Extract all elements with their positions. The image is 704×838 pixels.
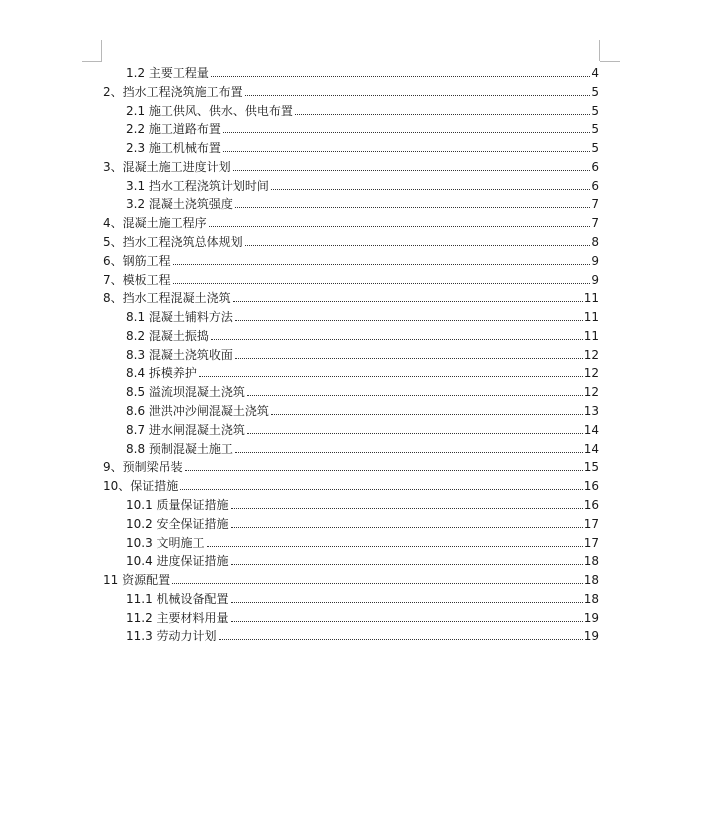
toc-entry-page-number: 11: [583, 291, 599, 306]
toc-entry-page-number: 7: [591, 216, 599, 231]
toc-entry-page-number: 12: [583, 385, 599, 400]
toc-entry-title: 8.8 预制混凝土施工: [126, 441, 233, 456]
toc-entry-title: 2.1 施工供风、供水、供电布置: [126, 103, 293, 118]
toc-entry-page-number: 5: [591, 122, 599, 137]
dot-leader: [172, 583, 583, 584]
toc-entry-page-number: 13: [583, 404, 599, 419]
toc-entry-title: 3.1 挡水工程浇筑计划时间: [126, 178, 269, 193]
toc-entry[interactable]: [126, 494, 599, 512]
dot-leader: [219, 639, 583, 640]
toc-entry[interactable]: [103, 231, 599, 249]
toc-entry-title: 6、钢筋工程: [103, 253, 171, 268]
toc-entry-title: 8.7 进水闸混凝土浇筑: [126, 422, 245, 437]
dot-leader: [231, 564, 583, 565]
toc-entry-title: 2、挡水工程浇筑施工布置: [103, 84, 243, 99]
toc-entry-page-number: 5: [591, 141, 599, 156]
dot-leader: [231, 508, 583, 509]
toc-entry-title: 10.2 安全保证措施: [126, 516, 229, 531]
toc-entry-title: 10.1 质量保证措施: [126, 497, 229, 512]
toc-entry[interactable]: [126, 513, 599, 531]
toc-entry[interactable]: [126, 400, 599, 418]
toc-entry-page-number: 17: [583, 516, 599, 531]
toc-entry-page-number: 18: [583, 573, 599, 588]
toc-entry-page-number: 5: [591, 103, 599, 118]
toc-entry-title: 3.2 混凝土浇筑强度: [126, 197, 233, 212]
toc-entry-page-number: 7: [591, 197, 599, 212]
dot-leader: [247, 395, 583, 396]
toc-entry[interactable]: [126, 532, 599, 550]
toc-entry-page-number: 5: [591, 84, 599, 99]
toc-entry-title: 3、混凝土施工进度计划: [103, 159, 231, 174]
toc-entry[interactable]: [103, 569, 599, 587]
toc-entry-title: 8.2 混凝土振捣: [126, 328, 209, 343]
dot-leader: [235, 452, 583, 453]
toc-entry-title: 8.3 混凝土浇筑收面: [126, 347, 233, 362]
toc-entry-title: 2.2 施工道路布置: [126, 122, 221, 137]
toc-entry-page-number: 12: [583, 347, 599, 362]
toc-entry[interactable]: [103, 269, 599, 287]
toc-entry[interactable]: [126, 344, 599, 362]
toc-entry-page-number: 11: [583, 310, 599, 325]
toc-entry[interactable]: [126, 193, 599, 211]
toc-entry-title: 11.2 主要材料用量: [126, 610, 229, 625]
toc-entry[interactable]: [103, 456, 599, 474]
dot-leader: [199, 376, 583, 377]
toc-entry-page-number: 6: [591, 159, 599, 174]
toc-entry-title: 10、保证措施: [103, 479, 179, 494]
dot-leader: [271, 414, 583, 415]
dot-leader: [235, 207, 590, 208]
toc-entry-title: 8.4 拆模养护: [126, 366, 197, 381]
dot-leader: [209, 226, 591, 227]
toc-entry[interactable]: [126, 62, 599, 80]
toc-entry-page-number: 14: [583, 441, 599, 456]
dot-leader: [233, 301, 583, 302]
toc-entry[interactable]: [126, 362, 599, 380]
toc-entry-page-number: 12: [583, 366, 599, 381]
toc-entry[interactable]: [103, 156, 599, 174]
toc-entry[interactable]: [126, 175, 599, 193]
toc-entry[interactable]: [103, 475, 599, 493]
toc-entry-page-number: 9: [591, 253, 599, 268]
toc-entry-page-number: 9: [591, 272, 599, 287]
toc-entry-title: 8.1 混凝土铺料方法: [126, 310, 233, 325]
dot-leader: [185, 470, 583, 471]
dot-leader: [235, 320, 583, 321]
toc-entry[interactable]: [126, 325, 599, 343]
toc-entry-title: 8、挡水工程混凝土浇筑: [103, 291, 231, 306]
toc-entry-title: 4、混凝土施工程序: [103, 216, 207, 231]
dot-leader: [207, 546, 583, 547]
dot-leader: [223, 132, 590, 133]
toc-entry[interactable]: [126, 625, 599, 643]
toc-entry-page-number: 18: [583, 554, 599, 569]
toc-entry[interactable]: [126, 550, 599, 568]
toc-entry-title: 8.6 泄洪冲沙闸混凝土浇筑: [126, 404, 269, 419]
dot-leader: [233, 170, 591, 171]
toc-entry[interactable]: [103, 250, 599, 268]
dot-leader: [211, 339, 583, 340]
dot-leader: [211, 76, 590, 77]
toc-entry-title: 8.5 溢流坝混凝土浇筑: [126, 385, 245, 400]
toc-entry[interactable]: [126, 607, 599, 625]
toc-entry[interactable]: [103, 287, 599, 305]
toc-entry-page-number: 15: [583, 460, 599, 475]
dot-leader: [180, 489, 582, 490]
toc-entry-page-number: 17: [583, 535, 599, 550]
toc-entry-title: 2.3 施工机械布置: [126, 141, 221, 156]
dot-leader: [231, 621, 583, 622]
toc-entry[interactable]: [126, 419, 599, 437]
dot-leader: [271, 189, 590, 190]
toc-entry-title: 7、模板工程: [103, 272, 171, 287]
dot-leader: [231, 527, 583, 528]
toc-entry[interactable]: [126, 118, 599, 136]
toc-entry[interactable]: [126, 381, 599, 399]
toc-entry-page-number: 8: [591, 235, 599, 250]
toc-entry-page-number: 16: [583, 479, 599, 494]
dot-leader: [245, 95, 591, 96]
toc-entry-title: 11 资源配置: [103, 573, 171, 588]
toc-entry-page-number: 19: [583, 629, 599, 644]
toc-entry-title: 10.4 进度保证措施: [126, 554, 229, 569]
dot-leader: [247, 433, 583, 434]
toc-entry-page-number: 16: [583, 497, 599, 512]
toc-entry-page-number: 11: [583, 328, 599, 343]
dot-leader: [173, 283, 591, 284]
dot-leader: [173, 264, 591, 265]
toc-entry[interactable]: [126, 137, 599, 155]
dot-leader: [231, 602, 583, 603]
toc-entry[interactable]: [126, 588, 599, 606]
toc-entry-page-number: 18: [583, 591, 599, 606]
toc-entry-page-number: 19: [583, 610, 599, 625]
toc-entry-title: 11.3 劳动力计划: [126, 629, 217, 644]
dot-leader: [295, 114, 590, 115]
dot-leader: [245, 245, 591, 246]
toc-entry-title: 10.3 文明施工: [126, 535, 205, 550]
toc-entry-title: 1.2 主要工程量: [126, 66, 209, 80]
toc-entry-page-number: 4: [591, 66, 599, 80]
toc-entry-page-number: 14: [583, 422, 599, 437]
toc-entry[interactable]: [126, 306, 599, 324]
toc-entry-title: 9、预制梁吊装: [103, 460, 183, 475]
toc-entry[interactable]: [103, 212, 599, 230]
toc-entry[interactable]: [126, 100, 599, 118]
dot-leader: [235, 358, 583, 359]
toc-entry-title: 11.1 机械设备配置: [126, 591, 229, 606]
dot-leader: [223, 151, 590, 152]
toc-entry[interactable]: [126, 438, 599, 456]
toc-entry-title: 5、挡水工程浇筑总体规划: [103, 235, 243, 250]
toc-entry[interactable]: [103, 81, 599, 99]
toc-entry-page-number: 6: [591, 178, 599, 193]
